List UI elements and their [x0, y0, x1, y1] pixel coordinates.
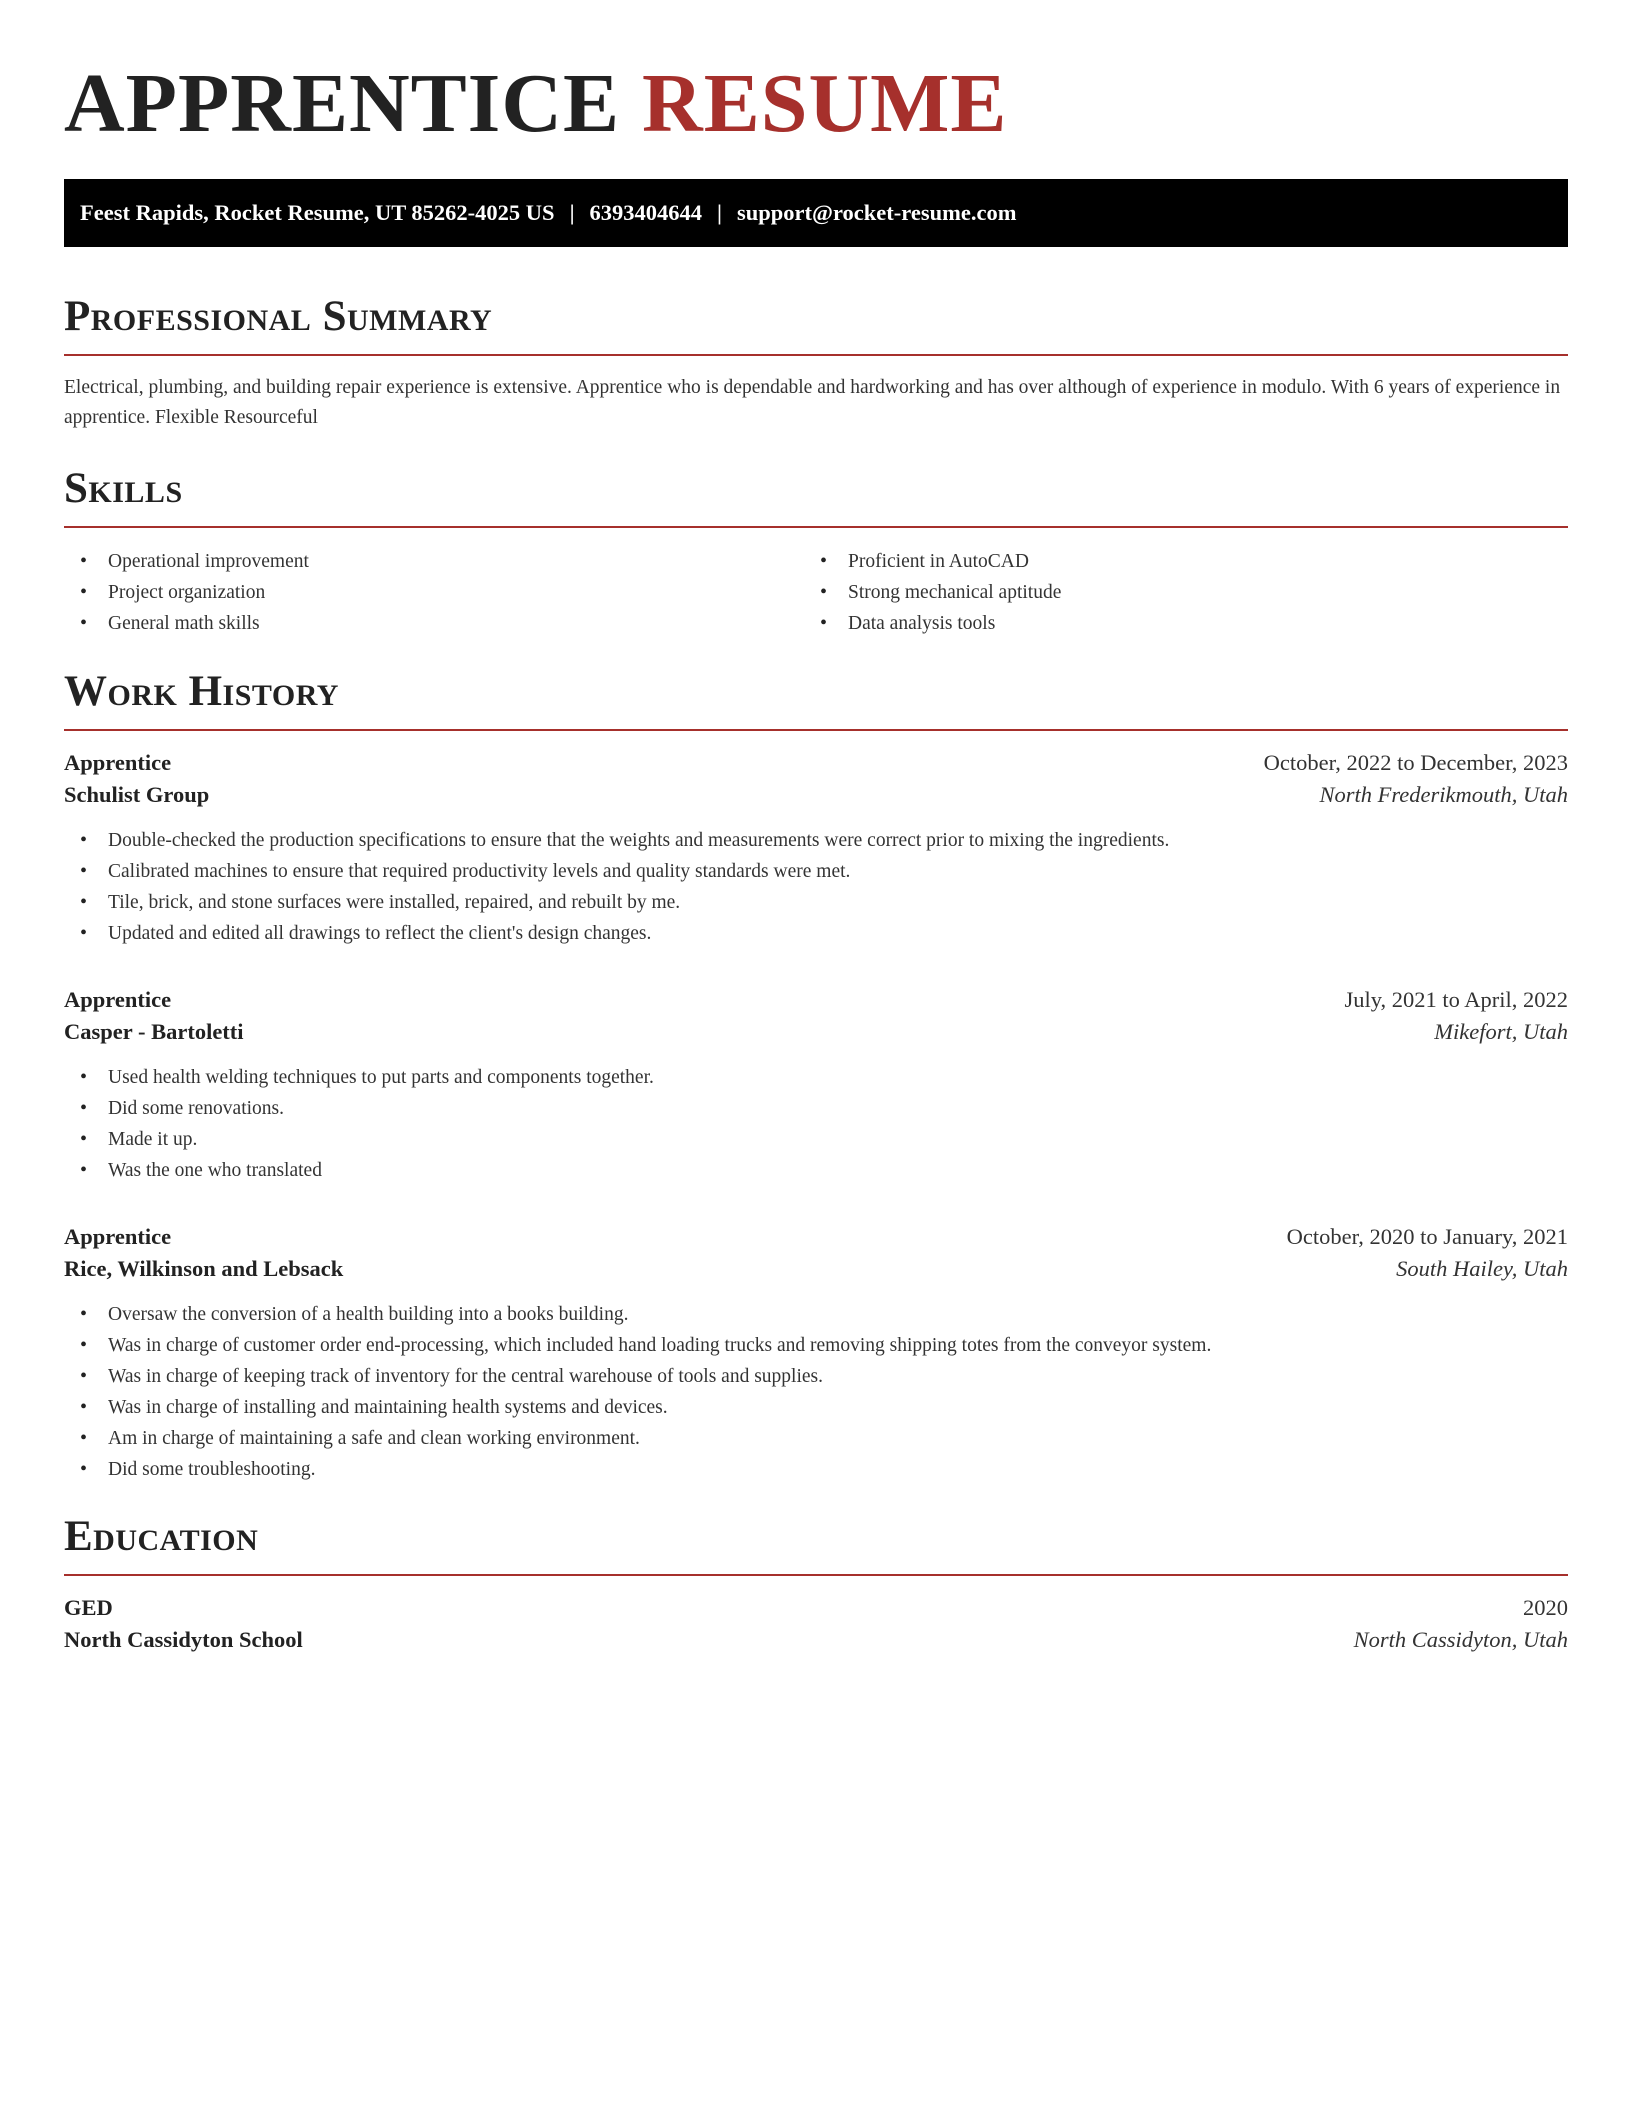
skill-item: • Operational improvement [64, 546, 804, 577]
job-dates: October, 2022 to December, 2023 [1263, 750, 1568, 775]
job-bullet: • Was in charge of installing and maintaining health systems and devices. [64, 1392, 1568, 1423]
skills-column-right [804, 546, 1544, 639]
contact-email: support@rocket-resume.com [737, 200, 1017, 225]
job-bullet: • Double-checked the production specifications to ensure that the weights and measurements were correct prior to mixing the ingredients. [64, 825, 1568, 856]
job-company: Schulist Group [64, 782, 210, 807]
skill-item: • Proficient in AutoCAD [804, 546, 1544, 577]
summary-text: Electrical, plumbing, and building repair experience is extensive. Apprentice who is dependable and hardworking and has over although of experience in modulo. With 6 years of experience in apprentice. Flexible Resourceful [64, 377, 1561, 428]
job-bullet: • Made it up. [64, 1124, 1568, 1155]
title-part-1: APPRENTICE [64, 57, 621, 150]
skill-item: • General math skills [64, 608, 804, 639]
job-entry [64, 987, 1568, 1186]
job-location: Mikefort, Utah [1434, 1019, 1568, 1044]
work-history-section [64, 670, 1568, 1485]
job-bullet: • Oversaw the conversion of a health building into a books building. [64, 1299, 1568, 1330]
job-bullet: • Was in charge of customer order end-processing, which included hand loading trucks and removing shipping totes from the conveyor system. [64, 1330, 1568, 1361]
skills-column-left [64, 546, 804, 639]
contact-phone: 6393404644 [589, 200, 703, 225]
summary-heading: Professional Summary [64, 293, 493, 340]
job-bullet: • Am in charge of maintaining a safe and clean working environment. [64, 1423, 1568, 1454]
education-heading: Education [64, 1513, 259, 1560]
job-bullet: • Did some renovations. [64, 1093, 1568, 1124]
job-entry [64, 750, 1568, 949]
skills-heading: Skills [64, 465, 183, 512]
job-title: Apprentice [64, 987, 172, 1012]
education-year: 2020 [1523, 1595, 1568, 1620]
job-location: South Hailey, Utah [1396, 1256, 1568, 1281]
skills-grid [64, 546, 1568, 639]
section-divider [64, 729, 1568, 731]
section-divider [64, 354, 1568, 356]
job-bullet: • Did some troubleshooting. [64, 1454, 1568, 1485]
job-title: Apprentice [64, 750, 172, 775]
education-entry [64, 1595, 1568, 1653]
resume-title [64, 57, 1568, 150]
job-title: Apprentice [64, 1224, 172, 1249]
summary-section [64, 295, 1568, 433]
education-school: North Cassidyton School [64, 1627, 303, 1652]
contact-bar [64, 179, 1568, 247]
contact-separator: | [569, 200, 575, 225]
job-dates: July, 2021 to April, 2022 [1344, 987, 1568, 1012]
skill-item: • Data analysis tools [804, 608, 1544, 639]
job-company: Casper - Bartoletti [64, 1019, 244, 1044]
title-part-2: RESUME [642, 57, 1008, 150]
job-bullet: • Tile, brick, and stone surfaces were installed, repaired, and rebuilt by me. [64, 887, 1568, 918]
education-section [64, 1515, 1568, 1653]
job-dates: October, 2020 to January, 2021 [1286, 1224, 1568, 1249]
job-bullet: • Updated and edited all drawings to reflect the client's design changes. [64, 918, 1568, 949]
job-bullets [64, 1062, 1568, 1186]
job-bullets [64, 1299, 1568, 1485]
section-divider [64, 526, 1568, 528]
job-bullets [64, 825, 1568, 949]
job-bullet: • Calibrated machines to ensure that required productivity levels and quality standards were met. [64, 856, 1568, 887]
work-history-heading: Work History [64, 668, 339, 715]
job-bullet: • Used health welding techniques to put parts and components together. [64, 1062, 1568, 1093]
section-divider [64, 1574, 1568, 1576]
skill-item: • Project organization [64, 577, 804, 608]
job-bullet: • Was in charge of keeping track of inventory for the central warehouse of tools and supplies. [64, 1361, 1568, 1392]
education-degree: GED [64, 1595, 113, 1620]
job-company: Rice, Wilkinson and Lebsack [64, 1256, 344, 1281]
education-location: North Cassidyton, Utah [1353, 1627, 1568, 1652]
skills-section [64, 467, 1568, 639]
job-location: North Frederikmouth, Utah [1319, 782, 1568, 807]
contact-address: Feest Rapids, Rocket Resume, UT 85262-4025 US [80, 200, 555, 225]
job-bullet: • Was the one who translated [64, 1155, 1568, 1186]
contact-separator: | [717, 200, 723, 225]
skill-item: • Strong mechanical aptitude [804, 577, 1544, 608]
job-entry [64, 1224, 1568, 1485]
